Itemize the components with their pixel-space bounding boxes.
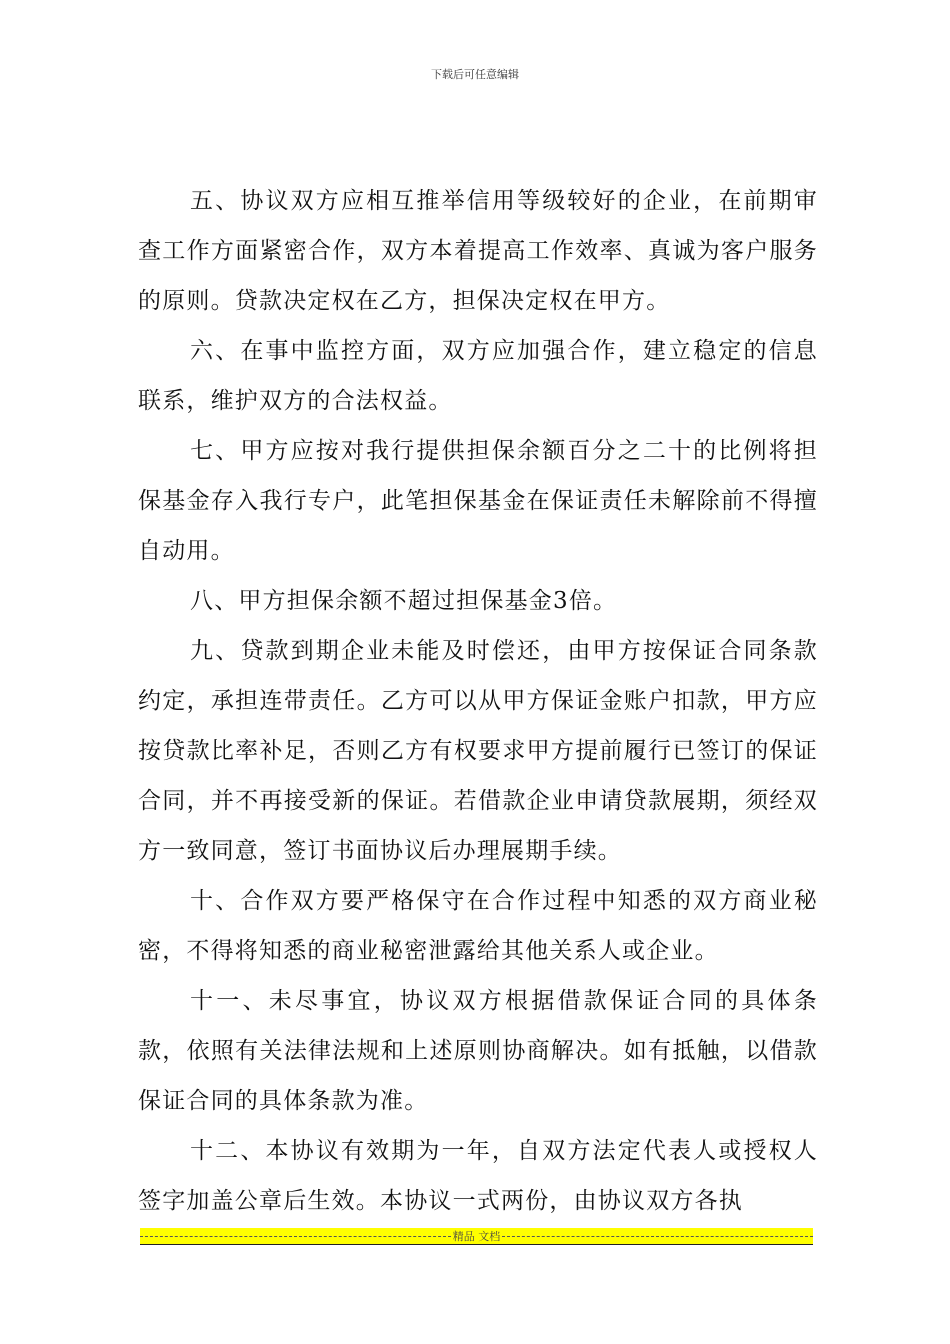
clause-11: 十一、未尽事宜，协议双方根据借款保证合同的具体条款，依照有关法律法规和上述原则协商解决。如有抵触，以借款保证合同的具体条款为准。 [138,988,818,1114]
page-header: 下载后可任意编辑 [431,68,519,81]
clause-12: 十二、本协议有效期为一年，自双方法定代表人或授权人签字加盖公章后生效。本协议一式两份，由协议双方各执 [138,1138,818,1214]
clause-10: 十、合作双方要严格保守在合作过程中知悉的双方商业秘密，不得将知悉的商业秘密泄露给其他关系人或企业。 [138,888,818,964]
clause-5: 五、协议双方应相互推举信用等级较好的企业，在前期审查工作方面紧密合作，双方本着提高工作效率、真诚为客户服务的原则。贷款决定权在乙方，担保决定权在甲方。 [138,188,818,314]
clause-6: 六、在事中监控方面，双方应加强合作，建立稳定的信息联系，维护双方的合法权益。 [138,338,818,414]
clause-8: 八、甲方担保余额不超过担保基金3倍。 [190,588,618,614]
footer-dash-left [140,1236,451,1237]
footer-label: 精品 文档 [452,1230,501,1243]
clause-7: 七、甲方应按对我行提供担保余额百分之二十的比例将担保基金存入我行专户，此笔担保基金在保证责任未解除前不得擅自动用。 [138,438,818,564]
footer-dash-right [502,1236,813,1237]
document-body [138,176,818,1226]
clause-9: 九、贷款到期企业未能及时偿还，由甲方按保证合同条款约定，承担连带责任。乙方可以从甲方保证金账户扣款，甲方应按贷款比率补足，否则乙方有权要求甲方提前履行已签订的保证合同，并不再接受新的保证。若借款企业申请贷款展期，须经双方一致同意，签订书面协议后办理展期手续。 [138,638,818,864]
footer-banner [140,1228,813,1245]
